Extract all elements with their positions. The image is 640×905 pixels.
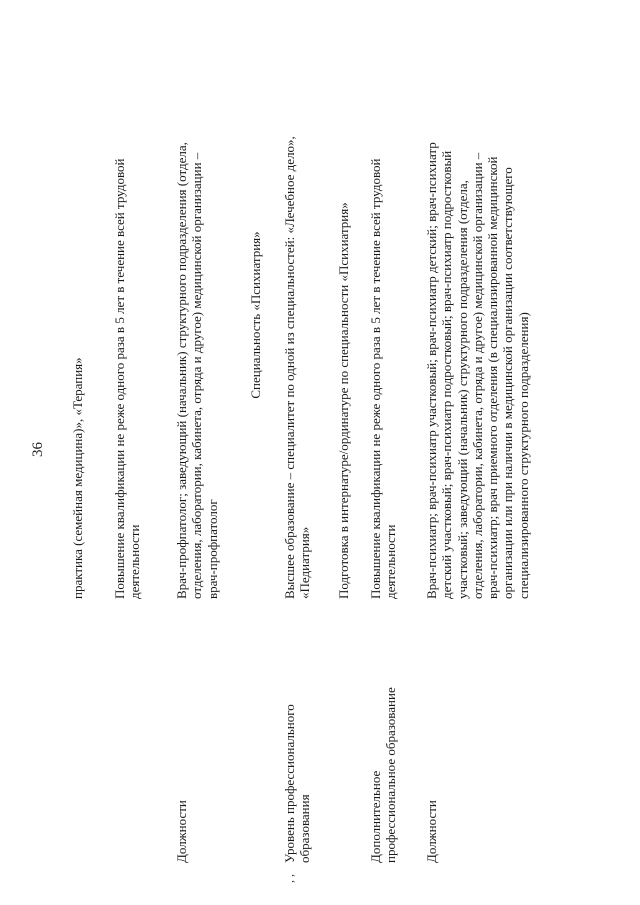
positions-1-line-1: Врач-профпатолог; заведующий (начальник) структурного подразделения (отдела, [174,142,189,599]
education-level-line-1: Высшее образование – специалитет по одной из специальностей: «Лечебное дело», [282,136,297,599]
qualification-2-line-2: деятельности [383,524,399,599]
label-education-level-line-2: образования [297,794,313,863]
label-positions-1-text: Должности [174,800,189,863]
label-additional-education-line-2: профессиональное образование [383,687,399,863]
positions-2-line-2: детский участковый; врач-психиатр подростковый; врач-психиатр подростковый [439,150,455,599]
page-number: 36 [30,442,46,457]
row-positions-2 [424,31,531,599]
row-internship [336,31,351,599]
row-continuation-text: практика (семейная медицина)», «Терапия» [70,357,85,599]
positions-1-line-2: отделения, лаборатории, кабинета, отряда и другое) медицинской организации – [189,152,205,599]
positions-2-line-4: отделения, лаборатории, кабинета, отряда и другое) медицинской организации – [469,152,485,599]
label-positions-2 [424,683,439,863]
internship-text: Подготовка в интернатуре/ординатуре по специальности «Психиатрия» [336,202,351,599]
row-positions-1 [174,31,220,599]
positions-2-line-7: специализированного структурного подразделения) [515,312,531,599]
label-education-level [282,683,313,863]
label-additional-education [368,683,399,863]
row-qualification-2 [368,31,399,599]
label-positions-1 [174,683,189,863]
positions-2-line-5: врач-психиатр; врач приемного отделения (в специализированной медицинской [485,156,501,599]
qualification-2-line-1: Повышение квалификации не реже одного раза в 5 лет в течение всей трудовой [368,158,383,599]
qualification-1-line-1: Повышение квалификации не реже одного раза в 5 лет в течение всей трудовой [112,158,127,599]
positions-2-line-3: участковый; заведующий (начальник) структурного подразделения (отдела, [454,180,470,599]
row-education-level [282,31,313,599]
section-title-text: Специальность «Психиатрия» [248,231,263,399]
positions-2-line-6: организации или при наличии в медицинской организации соответствующего [500,167,516,599]
qualification-1-line-2: деятельности [127,524,143,599]
section-title [248,31,263,599]
row-qualification-1 [112,31,143,599]
label-education-level-line-1: Уровень профессионального [282,704,297,863]
label-additional-education-line-1: Дополнительное [368,770,383,863]
label-positions-2-text: Должности [424,800,439,863]
positions-2-line-1: Врач-психиатр; врач-психиатр участковый; врач-психиатр детский; врач-психиатр [424,142,439,599]
margin-mark: , , [282,874,296,883]
row-continuation [70,31,85,599]
positions-1-line-3: врач-профпатолог [204,499,220,599]
education-level-line-2: «Педиатрия» [297,526,313,599]
